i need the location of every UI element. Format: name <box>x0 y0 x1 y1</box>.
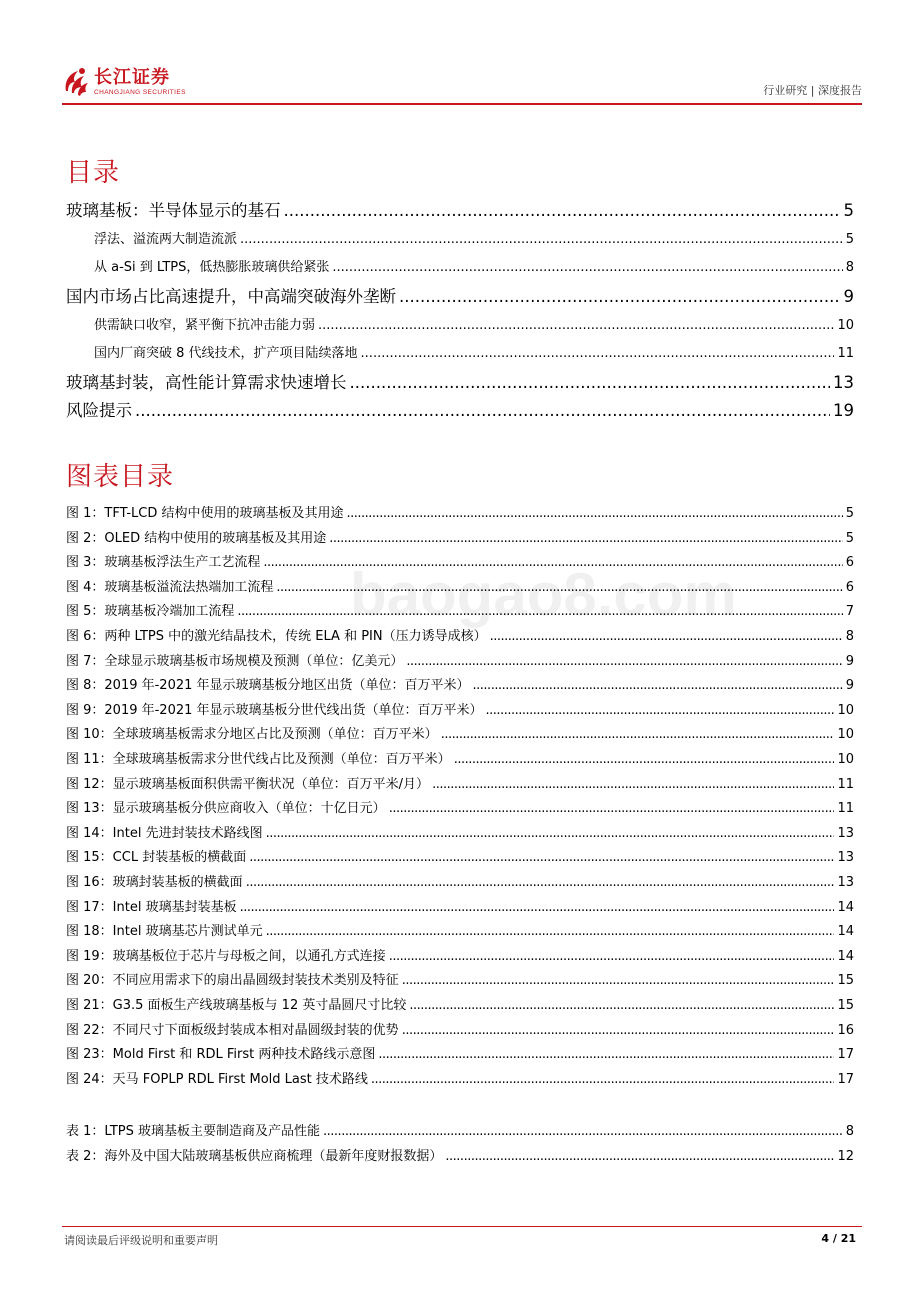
figure-entry[interactable] <box>66 1145 854 1164</box>
figure-entry[interactable] <box>66 1120 854 1139</box>
figure-entry-text: 图 8：2019 年-2021 年显示玻璃基板分地区出货（单位：百万平米） <box>66 678 470 693</box>
figure-entry-page: 5 <box>845 531 854 546</box>
figure-entry-page: 6 <box>845 555 854 570</box>
toc-entry[interactable] <box>94 228 854 247</box>
report-type: 行业研究 | 深度报告 <box>763 84 862 97</box>
header-divider <box>62 103 862 105</box>
figure-entry-page: 17 <box>837 1047 854 1062</box>
figure-entry-page: 7 <box>845 604 854 619</box>
figure-entry-text: 图 3：玻璃基板浮法生产工艺流程 <box>66 555 261 570</box>
figure-entry-text: 图 12：显示玻璃基板面积供需平衡状况（单位：百万平米/月） <box>66 777 430 792</box>
figure-entry-page: 8 <box>845 629 854 644</box>
figure-entry-page: 14 <box>837 900 854 915</box>
leader-dots <box>350 373 831 392</box>
leader-dots <box>406 654 842 669</box>
leader-dots <box>409 998 834 1013</box>
figure-entry[interactable] <box>66 502 854 521</box>
leader-dots <box>318 318 834 333</box>
leader-dots <box>473 678 843 693</box>
figure-entry-page: 6 <box>845 580 854 595</box>
toc-entry[interactable] <box>94 314 854 333</box>
leader-dots <box>347 506 843 521</box>
leader-dots <box>361 346 835 361</box>
figure-entry[interactable] <box>66 994 854 1013</box>
figure-entry-text: 图 19：玻璃基板位于芯片与母板之间，以通孔方式连接 <box>66 949 386 964</box>
figure-entry-page: 14 <box>837 924 854 939</box>
figure-entry-text: 图 7：全球显示玻璃基板市场规模及预测（单位：亿美元） <box>66 654 404 669</box>
leader-dots <box>266 924 835 939</box>
logo-chinese: 长江证券 <box>94 66 170 88</box>
leader-dots <box>246 875 835 890</box>
toc-entry[interactable] <box>66 397 854 421</box>
leader-dots <box>486 703 835 718</box>
changjiang-logo-icon <box>62 65 90 99</box>
toc-entry-page: 5 <box>843 201 854 220</box>
figure-entry-text: 图 16：玻璃封装基板的横截面 <box>66 875 243 890</box>
leader-dots <box>249 850 834 865</box>
figure-entry[interactable] <box>66 896 854 915</box>
toc-entry[interactable] <box>94 342 854 361</box>
leader-dots <box>402 1023 835 1038</box>
toc-entry-page: 19 <box>833 401 854 420</box>
toc-entry-text: 浮法、溢流两大制造流派 <box>94 232 238 247</box>
toc-entry-page: 13 <box>833 373 854 392</box>
toc-entry-text: 风险提示 <box>66 401 132 420</box>
leader-dots <box>332 260 842 275</box>
figure-entry[interactable] <box>66 650 854 669</box>
leader-dots <box>329 531 842 546</box>
figure-entry-text: 图 17：Intel 玻璃基封装基板 <box>66 900 237 915</box>
footer-divider <box>62 1226 862 1227</box>
figure-entry-text: 图 14：Intel 先进封装技术路线图 <box>66 826 263 841</box>
leader-dots <box>445 1149 834 1164</box>
footer-disclaimer: 请阅读最后评级说明和重要声明 <box>64 1234 218 1247</box>
leader-dots <box>432 777 834 792</box>
figures-title: 图表目录 <box>66 462 175 492</box>
leader-dots <box>454 752 835 767</box>
figure-entry[interactable] <box>66 674 854 693</box>
toc-entry-page: 5 <box>845 232 854 247</box>
page-number: 4 / 21 <box>821 1232 856 1245</box>
leader-dots <box>378 1047 834 1062</box>
figure-entry-text: 图 5：玻璃基板冷端加工流程 <box>66 604 235 619</box>
figure-entry-text: 图 10：全球玻璃基板需求分地区占比及预测（单位：百万平米） <box>66 727 438 742</box>
figure-entry-page: 13 <box>837 826 854 841</box>
figure-entry-text: 图 2：OLED 结构中使用的玻璃基板及其用途 <box>66 531 327 546</box>
figure-entry-page: 13 <box>837 850 854 865</box>
figure-entry[interactable] <box>66 822 854 841</box>
logo-english: CHANGJIANG SECURITIES <box>94 88 186 96</box>
figure-entry-page: 12 <box>837 1149 854 1164</box>
figure-entry[interactable] <box>66 748 854 767</box>
leader-dots <box>240 232 843 247</box>
figure-entry-text: 图 24：天马 FOPLP RDL First Mold Last 技术路线 <box>66 1072 368 1087</box>
figure-entry-page: 10 <box>837 703 854 718</box>
leader-dots <box>266 826 835 841</box>
leader-dots <box>371 1072 835 1087</box>
leader-dots <box>402 973 835 988</box>
figure-entry[interactable] <box>66 969 854 988</box>
toc-entry-page: 8 <box>845 260 854 275</box>
figure-entry-text: 图 6：两种 LTPS 中的激光结晶技术，传统 ELA 和 PIN（压力诱导成核） <box>66 629 487 644</box>
figure-entry-page: 16 <box>837 1023 854 1038</box>
figure-entry[interactable] <box>66 1068 854 1087</box>
figure-entry-page: 10 <box>837 752 854 767</box>
leader-dots <box>135 401 830 420</box>
watermark: baogao8.com <box>350 561 737 628</box>
figure-entry-text: 表 1：LTPS 玻璃基板主要制造商及产品性能 <box>66 1124 321 1139</box>
figure-entry[interactable] <box>66 945 854 964</box>
toc-entry-text: 国内市场占比高速提升，中高端突破海外垄断 <box>66 287 396 306</box>
leader-dots <box>323 1124 843 1139</box>
figure-entry[interactable] <box>66 871 854 890</box>
toc-entry[interactable] <box>66 369 854 393</box>
figure-entry[interactable] <box>66 1019 854 1038</box>
figure-entry-page: 9 <box>845 654 854 669</box>
leader-dots <box>441 727 835 742</box>
figure-entry-text: 图 15：CCL 封装基板的横截面 <box>66 850 247 865</box>
figure-entry-text: 图 23：Mold First 和 RDL First 两种技术路线示意图 <box>66 1047 376 1062</box>
toc-entry[interactable] <box>94 256 854 275</box>
figure-entry-text: 图 1：TFT-LCD 结构中使用的玻璃基板及其用途 <box>66 506 344 521</box>
toc-entry-text: 供需缺口收窄，紧平衡下抗冲击能力弱 <box>94 318 316 333</box>
figure-entry[interactable] <box>66 723 854 742</box>
figure-entry-page: 14 <box>837 949 854 964</box>
figure-entry-text: 图 20：不同应用需求下的扇出晶圆级封装技术类别及特征 <box>66 973 399 988</box>
leader-dots <box>490 629 843 644</box>
figure-entry-page: 17 <box>837 1072 854 1087</box>
figure-entry-page: 13 <box>837 875 854 890</box>
leader-dots <box>389 801 835 816</box>
leader-dots <box>240 900 835 915</box>
toc-entry-text: 从 a-Si 到 LTPS，低热膨胀玻璃供给紧张 <box>94 260 330 275</box>
page-header <box>62 62 862 106</box>
figure-entry-page: 8 <box>845 1124 854 1139</box>
figure-entry-text: 图 4：玻璃基板溢流法热端加工流程 <box>66 580 274 595</box>
figure-entry[interactable] <box>66 920 854 939</box>
figure-entry-page: 11 <box>837 777 854 792</box>
toc-entry-text: 玻璃基板：半导体显示的基石 <box>66 201 281 220</box>
figure-entry-page: 10 <box>837 727 854 742</box>
company-logo <box>62 62 186 102</box>
figure-entry-text: 表 2：海外及中国大陆玻璃基板供应商梳理（最新年度财报数据） <box>66 1149 443 1164</box>
figure-entry-text: 图 9：2019 年-2021 年显示玻璃基板分世代线出货（单位：百万平米） <box>66 703 483 718</box>
figure-entry[interactable] <box>66 1043 854 1062</box>
figure-entry[interactable] <box>66 797 854 816</box>
leader-dots <box>399 287 841 306</box>
figure-entry-text: 图 22：不同尺寸下面板级封装成本相对晶圆级封装的优势 <box>66 1023 399 1038</box>
toc-entry-page: 9 <box>843 287 854 306</box>
figure-entry-page: 5 <box>845 506 854 521</box>
leader-dots <box>389 949 835 964</box>
toc-entry-page: 10 <box>837 318 854 333</box>
figure-entry-text: 图 21：G3.5 面板生产线玻璃基板与 12 英寸晶圆尺寸比较 <box>66 998 407 1013</box>
figure-entry-page: 15 <box>837 973 854 988</box>
leader-dots <box>284 201 841 220</box>
figure-entry-text: 图 18：Intel 玻璃基芯片测试单元 <box>66 924 263 939</box>
figure-entry-text: 图 13：显示玻璃基板分供应商收入（单位：十亿日元） <box>66 801 386 816</box>
toc-entry-text: 国内厂商突破 8 代线技术，扩产项目陆续落地 <box>94 346 358 361</box>
toc-title: 目录 <box>66 158 121 188</box>
toc-entry-page: 11 <box>837 346 854 361</box>
figure-entry-page: 11 <box>837 801 854 816</box>
figure-entry[interactable] <box>66 846 854 865</box>
figure-entry[interactable] <box>66 773 854 792</box>
figure-entry-page: 15 <box>837 998 854 1013</box>
figure-entry-page: 9 <box>845 678 854 693</box>
toc-entry-text: 玻璃基封装，高性能计算需求快速增长 <box>66 373 347 392</box>
figure-entry[interactable] <box>66 699 854 718</box>
toc-entry[interactable] <box>66 283 854 307</box>
figure-entry[interactable] <box>66 527 854 546</box>
toc-entry[interactable] <box>66 197 854 221</box>
figure-entry-text: 图 11：全球玻璃基板需求分世代线占比及预测（单位：百万平米） <box>66 752 451 767</box>
